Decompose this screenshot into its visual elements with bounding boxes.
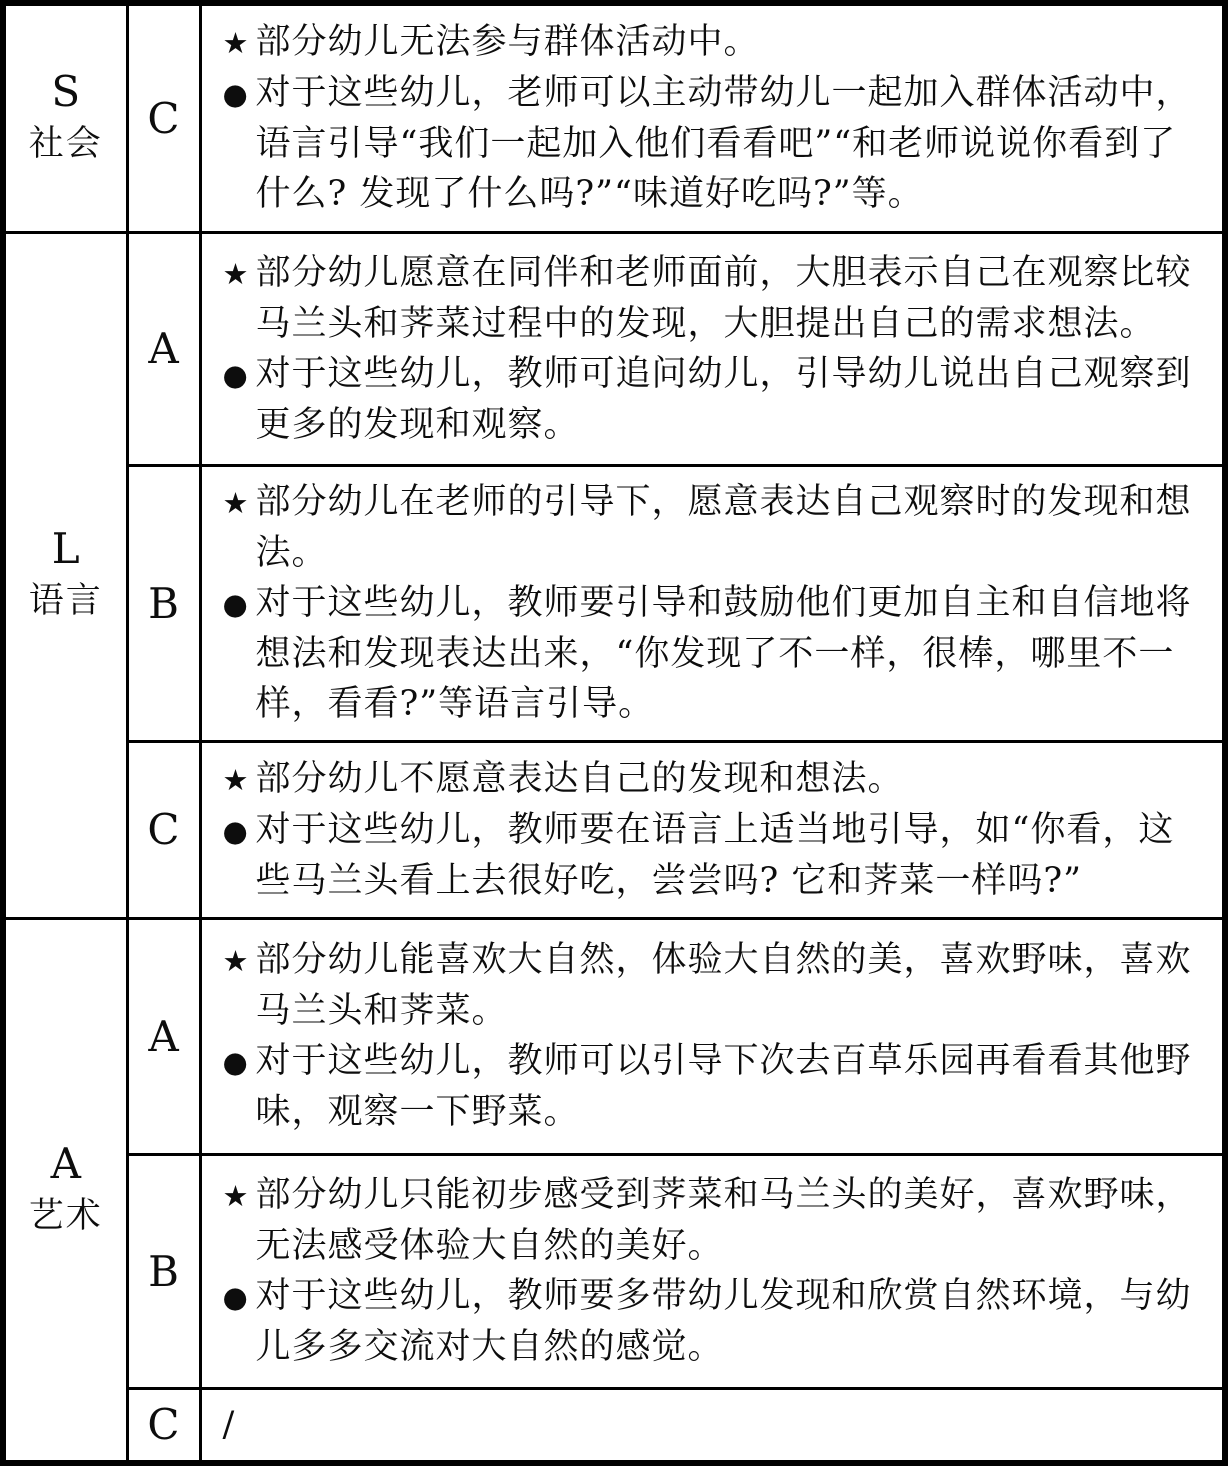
content-cell	[200, 3, 1225, 232]
item-text: 部分幼儿在老师的引导下，愿意表达自己观察时的发现和想法。	[255, 482, 1192, 574]
bullet-icon: ●	[222, 587, 249, 622]
observation-item	[223, 1170, 1207, 1271]
guidance-item	[223, 578, 1207, 729]
domain-name: 社会	[28, 124, 103, 165]
item-text: 部分幼儿不愿意表达自己的发现和想法。	[255, 758, 904, 799]
star-icon: ★	[222, 944, 250, 979]
bullet-icon: ●	[222, 1280, 249, 1315]
domain-letter: S	[51, 67, 81, 117]
level-cell: C	[127, 3, 200, 232]
table-row	[3, 232, 1225, 465]
table-row	[3, 918, 1225, 1154]
level-cell: B	[127, 1154, 200, 1388]
domain-name: 语言	[28, 581, 103, 622]
item-text: 部分幼儿无法参与群体活动中。	[255, 22, 760, 63]
domain-letter: L	[51, 524, 80, 574]
content-cell	[200, 741, 1225, 918]
table-row	[3, 1154, 1225, 1388]
level-cell: A	[127, 918, 200, 1154]
observation-item	[223, 477, 1207, 578]
domain-name: 艺术	[28, 1195, 103, 1236]
guidance-item	[223, 68, 1207, 219]
content-cell	[200, 1388, 1225, 1463]
domain-cell-art	[3, 918, 127, 1463]
content-cell	[200, 232, 1225, 465]
table-row	[3, 741, 1225, 918]
bullet-icon: ●	[222, 357, 249, 392]
star-icon: ★	[222, 26, 250, 61]
bullet-icon: ●	[222, 1045, 249, 1080]
bullet-icon: ●	[222, 77, 249, 112]
level-cell: C	[127, 741, 200, 918]
observation-item	[223, 248, 1207, 349]
observation-item	[223, 17, 1207, 68]
content-cell	[200, 465, 1225, 741]
domain-cell-language	[3, 232, 127, 918]
content-cell	[200, 1154, 1225, 1388]
item-text: 对于这些幼儿，教师要在语言上适当地引导，如“你看，这些马兰头看上去很好吃，尝尝吗? 它和荠菜一样吗?”	[255, 809, 1175, 901]
item-text: 对于这些幼儿，教师要多带幼儿发现和欣赏自然环境，与幼儿多多交流对大自然的感觉。	[255, 1276, 1192, 1368]
item-text: 对于这些幼儿，教师可以引导下次去百草乐园再看看其他野味，观察一下野菜。	[255, 1041, 1192, 1133]
item-text: 部分幼儿愿意在同伴和老师面前，大胆表示自己在观察比较马兰头和荠菜过程中的发现，大胆提出自己的需求想法。	[255, 252, 1192, 344]
item-text: 对于这些幼儿，教师要引导和鼓励他们更加自主和自信地将想法和发现表达出来，“你发现了不一样，很棒，哪里不一样，看看?”等语言引导。	[255, 583, 1192, 725]
item-text: 部分幼儿能喜欢大自然，体验大自然的美，喜欢野味，喜欢马兰头和荠菜。	[255, 940, 1192, 1032]
level-cell: A	[127, 232, 200, 465]
star-icon: ★	[222, 1179, 250, 1214]
level-cell: C	[127, 1388, 200, 1463]
bullet-icon: ●	[222, 813, 249, 848]
table-row	[3, 465, 1225, 741]
guidance-item	[223, 349, 1207, 450]
guidance-item	[223, 1271, 1207, 1372]
table-row	[3, 1388, 1225, 1463]
star-icon: ★	[222, 486, 250, 521]
domain-cell-social	[3, 3, 127, 232]
item-text: 对于这些幼儿，老师可以主动带幼儿一起加入群体活动中，语言引导“我们一起加入他们看看吧”“和老师说说你看到了什么? 发现了什么吗?”“味道好吃吗?”等。	[255, 73, 1192, 215]
star-icon: ★	[222, 762, 250, 797]
guidance-item	[223, 1036, 1207, 1137]
observation-item	[223, 935, 1207, 1036]
guidance-item	[223, 805, 1207, 906]
star-icon: ★	[222, 256, 250, 291]
table-row	[3, 3, 1225, 232]
empty-slash-item: /	[222, 1404, 236, 1445]
observation-item	[223, 754, 1207, 805]
level-cell: B	[127, 465, 200, 741]
domain-letter: A	[50, 1138, 81, 1188]
item-text: 对于这些幼儿，教师可追问幼儿，引导幼儿说出自己观察到更多的发现和观察。	[255, 353, 1192, 445]
content-cell	[200, 918, 1225, 1154]
item-text: 部分幼儿只能初步感受到荠菜和马兰头的美好，喜欢野味，无法感受体验大自然的美好。	[255, 1175, 1192, 1267]
